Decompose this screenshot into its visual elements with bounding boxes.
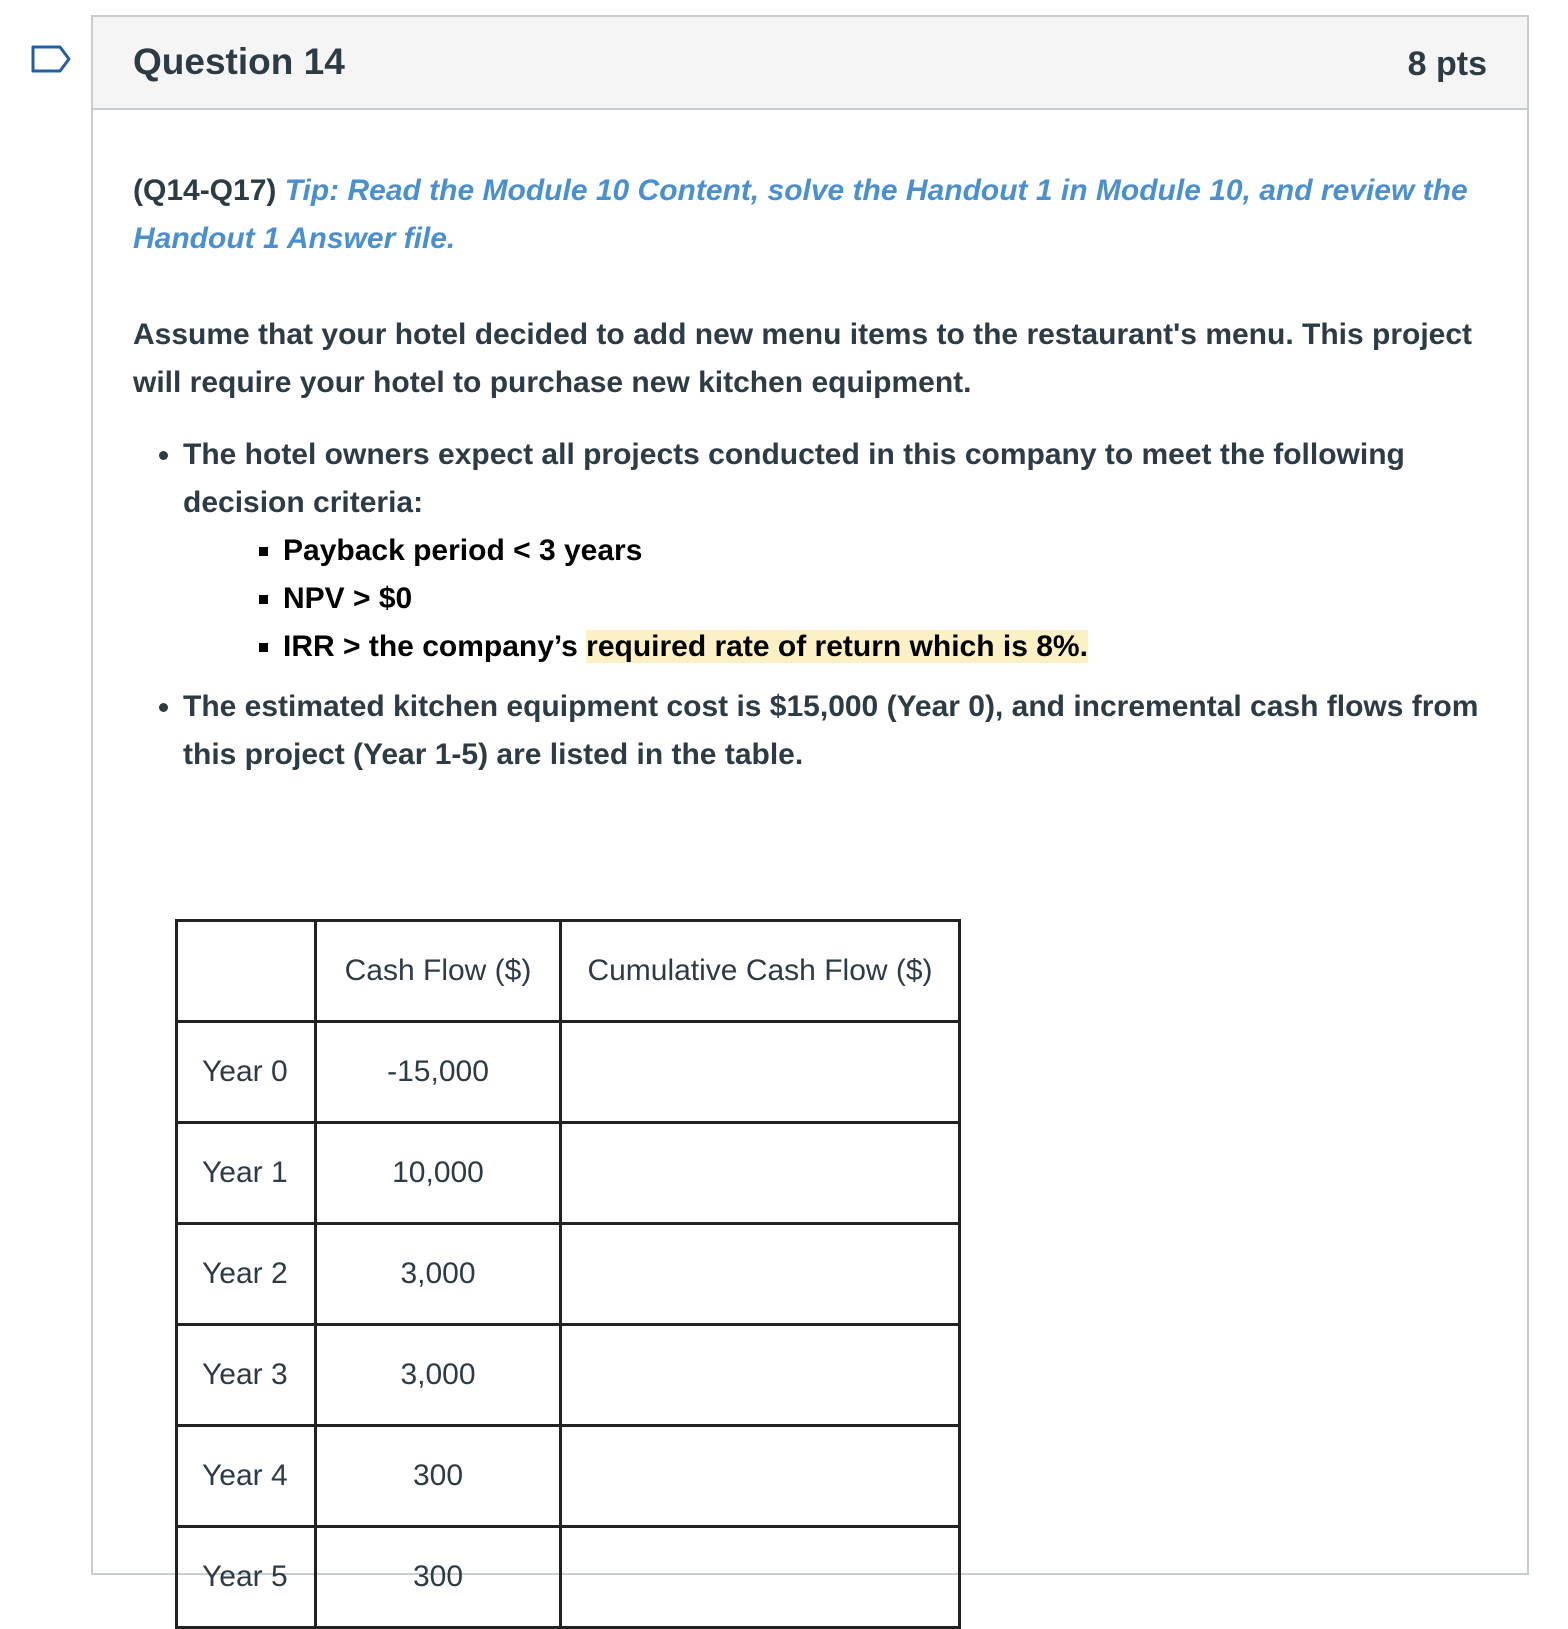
criteria-bullet — [183, 431, 1493, 671]
intro-prefix: (Q14-Q17) — [133, 174, 285, 207]
cumulative-cell — [561, 1022, 960, 1123]
year-cell: Year 3 — [177, 1325, 316, 1426]
question-points: 8 pts — [1407, 45, 1487, 83]
cumulative-cell — [561, 1325, 960, 1426]
bullet-list — [133, 431, 1493, 779]
year-cell: Year 5 — [177, 1527, 316, 1628]
year-cell: Year 2 — [177, 1224, 316, 1325]
intro-paragraph — [133, 167, 1493, 263]
table-row — [177, 1022, 960, 1123]
criteria-item — [283, 623, 1493, 671]
table-row — [177, 1527, 960, 1628]
question-card — [91, 15, 1529, 1593]
cumulative-cell — [561, 1426, 960, 1527]
cumulative-cell — [561, 1224, 960, 1325]
table-row — [177, 1224, 960, 1325]
table-header-row — [177, 921, 960, 1022]
cash-flow-cell: 3,000 — [316, 1325, 561, 1426]
table-row — [177, 1325, 960, 1426]
flag-question-icon[interactable] — [30, 44, 72, 74]
criteria-intro: The hotel owners expect all projects conducted in this company to meet the following decision criteria: — [183, 438, 1405, 519]
table-header-cell: Cumulative Cash Flow ($) — [561, 921, 960, 1022]
table-row — [177, 1123, 960, 1224]
cash-flow-cell: -15,000 — [316, 1022, 561, 1123]
cash-flow-cell: 10,000 — [316, 1123, 561, 1224]
cash-flow-table — [175, 919, 961, 1629]
cost-bullet: • The estimated kitchen equipment cost is $15,000 (Year 0), and incremental cash flows from this project (Year 1-5) are listed in the table. — [183, 683, 1493, 779]
tip-text: Tip: Read the Module 10 Content, solve the Handout 1 in Module 10, and review the Handout 1 Answer file. — [133, 174, 1468, 255]
question-title: Question 14 — [133, 41, 345, 82]
cash-flow-cell: 300 — [316, 1527, 561, 1628]
criteria-item: ▪ Payback period < 3 years — [283, 527, 1493, 575]
criteria-item: ▪ NPV > $0 — [283, 575, 1493, 623]
cash-flow-cell: 3,000 — [316, 1224, 561, 1325]
question-body — [133, 167, 1493, 1593]
scenario-paragraph: Assume that your hotel decided to add new menu items to the restaurant's menu. This project will require your hotel to purchase new kitchen equipment. — [133, 318, 1473, 399]
criteria-item-text: IRR > the company’s — [283, 630, 587, 663]
table-row — [177, 1426, 960, 1527]
year-cell: Year 1 — [177, 1123, 316, 1224]
cash-flow-cell: 300 — [316, 1426, 561, 1527]
table-header-cell — [177, 921, 316, 1022]
year-cell: Year 0 — [177, 1022, 316, 1123]
criteria-list — [183, 527, 1493, 671]
cumulative-cell — [561, 1123, 960, 1224]
question-header — [93, 17, 1527, 110]
cumulative-cell — [561, 1527, 960, 1628]
year-cell: Year 4 — [177, 1426, 316, 1527]
highlighted-text: required rate of return which is 8%. — [586, 630, 1088, 663]
table-header-cell: Cash Flow ($) — [316, 921, 561, 1022]
